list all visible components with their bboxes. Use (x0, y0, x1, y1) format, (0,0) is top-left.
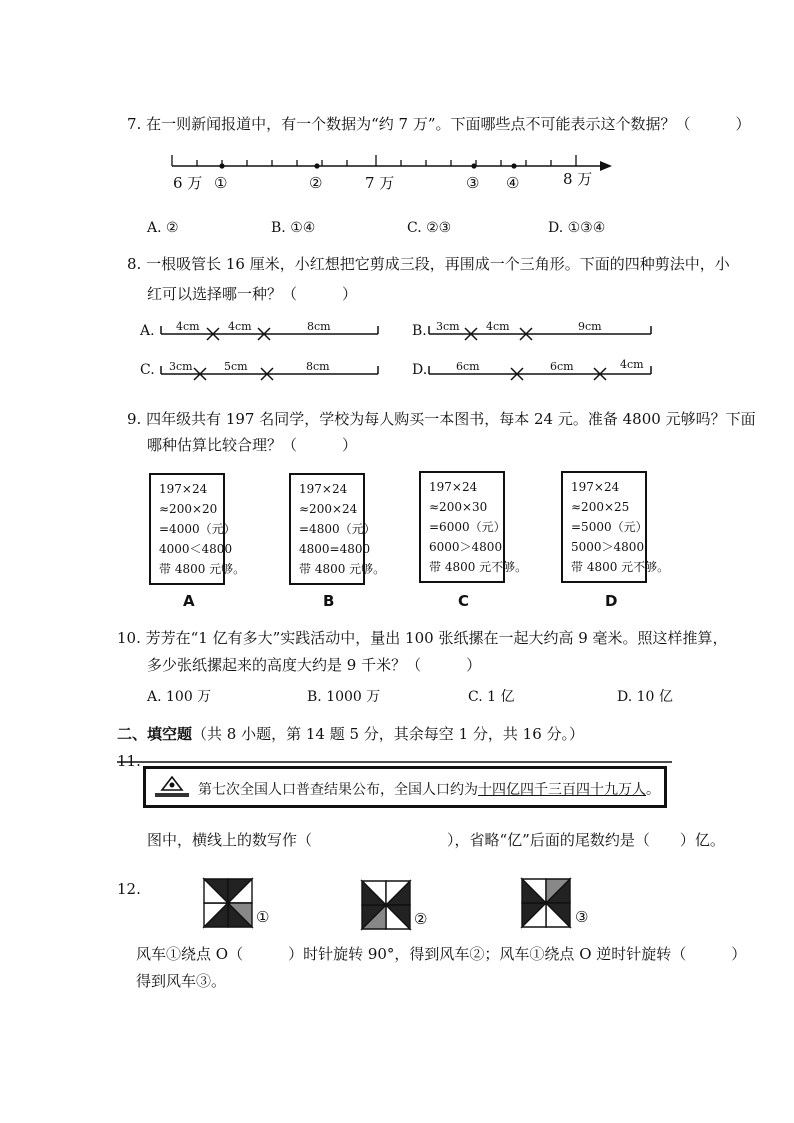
box-line: 带 4800 元不够。 (571, 560, 670, 574)
box-line: =4800（元） (299, 522, 376, 536)
box-line: 6000＞4800 (429, 540, 503, 554)
box-line: 197×24 (429, 480, 478, 494)
q7-option-d[interactable]: D. ①③④ (548, 220, 606, 236)
q11-text: 图中，横线上的数写作（ ），省略“亿”后面的尾数约是（ ）亿。 (147, 831, 725, 849)
pinwheel-2-icon (358, 877, 414, 933)
q8-d-seg1: 6cm (456, 360, 480, 373)
axis-label-4: ④ (506, 174, 520, 192)
box-line: =5000（元） (571, 520, 648, 534)
axis-label-6wan: 6 万 (173, 174, 203, 192)
q9-box-c (419, 471, 528, 583)
pinwheel-3-icon (518, 875, 574, 931)
q9-caption-a[interactable]: A (183, 592, 195, 610)
q8-c-seg2: 5cm (224, 360, 248, 373)
q9-box-b (289, 473, 386, 585)
q7-option-b[interactable]: B. ①④ (271, 220, 316, 236)
q8-b-seg1: 3cm (436, 320, 460, 333)
q9-caption-c[interactable]: C (458, 592, 470, 610)
point-2 (314, 163, 319, 168)
box-line: ≈200×24 (299, 502, 358, 516)
q9-caption-b[interactable]: B (323, 592, 335, 610)
axis-label-3: ③ (466, 174, 480, 192)
q8-b-seg2: 4cm (486, 320, 510, 333)
box-line: ≈200×25 (571, 500, 630, 514)
box-line: 197×24 (299, 482, 348, 496)
q8-c-seg1: 3cm (169, 360, 193, 373)
q11-news-underlined: 十四亿四千三百四十九万人 (478, 782, 646, 798)
q11-news-box (143, 766, 667, 808)
axis-label-8wan: 8 万 (563, 170, 593, 188)
section2-title: 二、填空题 (117, 725, 193, 743)
box-line: 带 4800 元不够。 (429, 560, 528, 574)
q9-box-a (149, 473, 246, 585)
section2-heading (117, 723, 584, 745)
point-1 (219, 163, 224, 168)
pinwheel-1-icon (200, 875, 256, 931)
box-line: 带 4800 元够。 (299, 562, 386, 576)
q9-stem-line2: 哪种估算比较合理？（ ） (147, 436, 358, 454)
q8-option-a[interactable]: A. (140, 323, 155, 339)
q7-option-a[interactable]: A. ② (147, 220, 179, 236)
q8-option-c[interactable]: C. (140, 362, 155, 378)
box-line: 197×24 (571, 480, 620, 494)
q9-caption-d[interactable]: D (605, 592, 618, 610)
q10-stem-line2: 多少张纸摞起来的高度大约是 9 千米？（ ） (147, 656, 482, 674)
q10-stem-line1: 10. 芳芳在“1 亿有多大”实践活动中，量出 100 张纸摞在一起大约高 9 毫米。照这样推算， (117, 629, 728, 647)
point-4 (511, 163, 516, 168)
census-logo-icon (152, 774, 192, 802)
pinwheel-2-label: ② (414, 910, 428, 928)
q7-option-c[interactable]: C. ②③ (407, 220, 452, 236)
section2-note: （共 8 小题，第 14 题 5 分，其余每空 1 分，共 16 分。） (192, 725, 585, 743)
q8-d-seg2: 6cm (550, 360, 574, 373)
box-line: 197×24 (159, 482, 208, 496)
q10-option-c[interactable]: C. 1 亿 (468, 689, 515, 705)
q11-news-suffix: 。 (646, 782, 660, 798)
q8-d-seg3: 4cm (620, 358, 644, 371)
q8-stem-line1: 8. 一根吸管长 16 厘米，小红想把它剪成三段，再围成一个三角形。下面的四种剪法中，小 (127, 255, 730, 273)
q12-line1: 风车①绕点 O（ ）时针旋转 90°，得到风车②；风车①绕点 O 逆时针旋转（ ） (136, 945, 747, 963)
q8-a-seg2: 4cm (228, 320, 252, 333)
q11-number: 11. (117, 752, 141, 770)
box-line: ≈200×20 (159, 502, 218, 516)
q12-line2: 得到风车③。 (136, 972, 227, 990)
q8-option-b[interactable]: B. (412, 323, 427, 339)
pinwheel-3-label: ③ (575, 908, 589, 926)
q8-c-seg3: 8cm (306, 360, 330, 373)
q8-a-seg1: 4cm (176, 320, 200, 333)
q11-news-text (198, 779, 660, 799)
q11-top-rule (117, 760, 672, 764)
box-line: 带 4800 元够。 (159, 562, 246, 576)
q10-option-b[interactable]: B. 1000 万 (307, 689, 381, 705)
q8-b-straw (426, 318, 656, 344)
box-line: 5000＞4800 (571, 540, 645, 554)
q8-stem-line2: 红可以选择哪一种？（ ） (147, 285, 358, 303)
axis-label-2: ② (309, 174, 323, 192)
q12-number: 12. (117, 880, 141, 898)
box-line: =6000（元） (429, 520, 506, 534)
point-3 (471, 163, 476, 168)
box-line: 4000＜4800 (159, 542, 233, 556)
axis-label-7wan: 7 万 (365, 174, 395, 192)
q9-stem-line1: 9. 四年级共有 197 名同学，学校为每人购买一本图书，每本 24 元。准备 4800 元够吗？下面 (127, 410, 756, 428)
box-line: =4000（元） (159, 522, 236, 536)
axis-label-1: ① (214, 174, 228, 192)
q8-b-seg3: 9cm (578, 320, 602, 333)
box-line: 4800=4800 (299, 542, 371, 556)
q11-news-prefix: 第七次全国人口普查结果公布，全国人口约为 (198, 782, 478, 798)
q7-stem: 7. 在一则新闻报道中，有一个数据为“约 7 万”。下面哪些点不可能表示这个数据？（ ） (127, 115, 751, 133)
q9-box-d (561, 471, 670, 583)
q10-option-a[interactable]: A. 100 万 (147, 689, 212, 705)
q8-option-d[interactable]: D. (412, 362, 428, 378)
q10-option-d[interactable]: D. 10 亿 (617, 689, 673, 705)
q8-a-seg3: 8cm (307, 320, 331, 333)
pinwheel-1-label: ① (256, 908, 270, 926)
box-line: ≈200×30 (429, 500, 488, 514)
